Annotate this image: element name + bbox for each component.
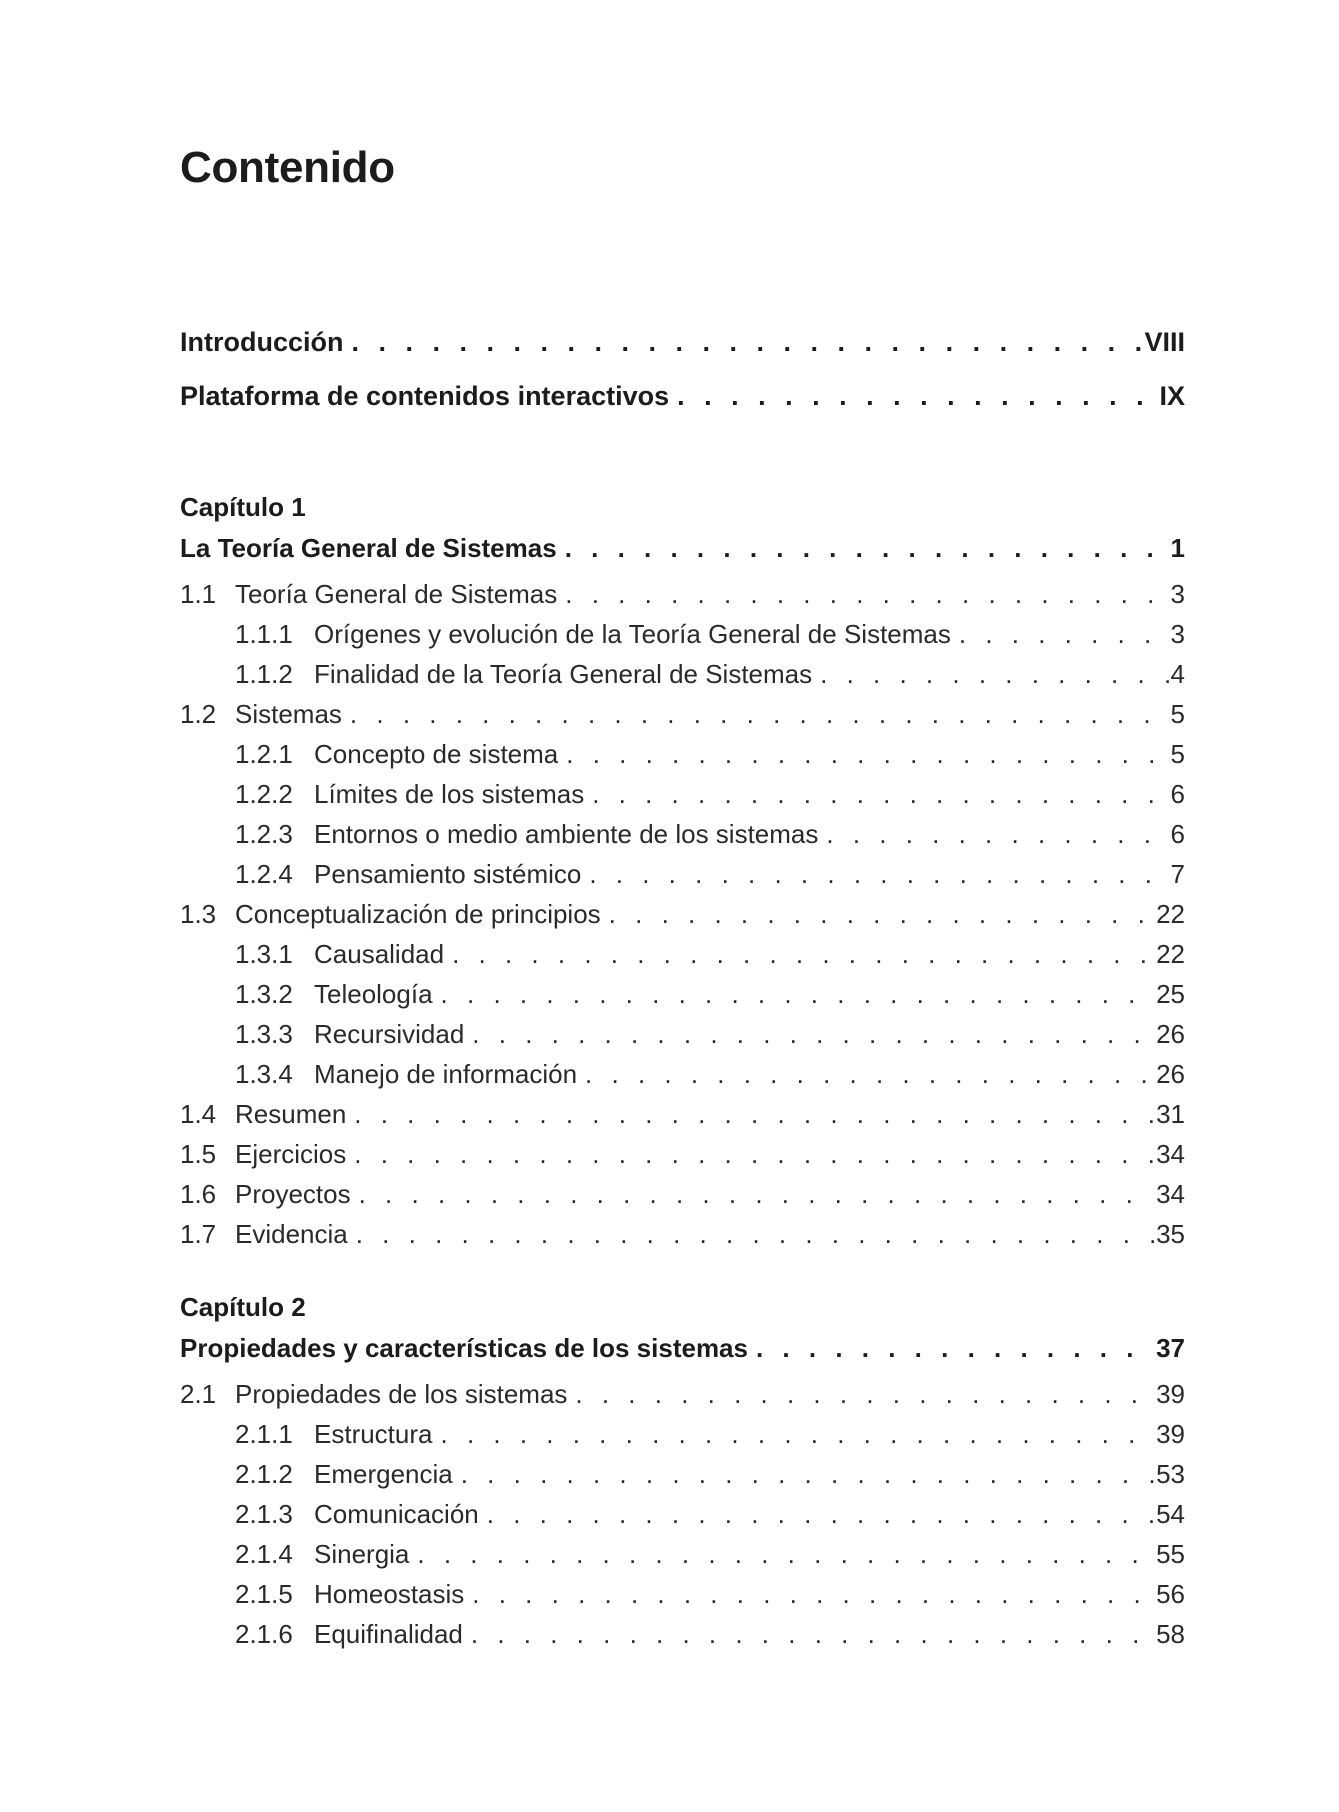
- entry-title: Introducción: [180, 327, 344, 357]
- dot-leader: [417, 1539, 1154, 1570]
- subsection-entry[interactable]: [180, 1579, 1185, 1619]
- entry-page-number: 6: [1170, 779, 1185, 809]
- entry-title: Estructura: [314, 1419, 433, 1449]
- subsection-entry[interactable]: [180, 1419, 1185, 1459]
- entry-title: Equifinalidad: [314, 1619, 463, 1649]
- chapter-title-entry[interactable]: [180, 533, 1185, 579]
- subsection-entry[interactable]: [180, 779, 1185, 819]
- subsection-entry[interactable]: [180, 859, 1185, 899]
- entry-number: 1.4: [180, 1099, 217, 1129]
- entry-number: 1.2.2: [235, 779, 293, 809]
- dot-leader: [592, 779, 1168, 810]
- entry-page-number: 26: [1156, 1019, 1185, 1049]
- subsection-entry[interactable]: [180, 659, 1185, 699]
- entry-title: Manejo de información: [314, 1059, 578, 1089]
- dot-leader: [350, 699, 1169, 730]
- entry-number: 2.1.5: [235, 1579, 293, 1609]
- entry-title: Evidencia: [235, 1219, 348, 1249]
- entry-page-number: 22: [1156, 899, 1185, 929]
- section-entry[interactable]: [180, 1179, 1185, 1219]
- entry-page-number: 58: [1156, 1619, 1185, 1649]
- table-of-contents: [180, 327, 1185, 1659]
- entry-title: Conceptualización de principios: [235, 899, 601, 929]
- entry-number: 1.5: [180, 1139, 217, 1169]
- entry-number: 1.2: [180, 699, 217, 729]
- dot-leader: [354, 1099, 1154, 1130]
- subsection-entry[interactable]: [180, 939, 1185, 979]
- entry-title: Propiedades y características de los sistemas: [180, 1333, 748, 1363]
- entry-page-number: 34: [1156, 1179, 1185, 1209]
- entry-page-number: 26: [1156, 1059, 1185, 1089]
- dot-leader: [441, 979, 1155, 1010]
- entry-title: Pensamiento sistémico: [314, 859, 582, 889]
- entry-page-number: 1: [1170, 533, 1185, 563]
- entry-number: 1.2.3: [235, 819, 293, 849]
- dot-leader: [565, 579, 1168, 610]
- entry-page-number: 5: [1170, 699, 1185, 729]
- entry-page-number: 53: [1156, 1459, 1185, 1489]
- dot-leader: [565, 533, 1169, 564]
- entry-title: Proyectos: [235, 1179, 351, 1209]
- subsection-entry[interactable]: [180, 1499, 1185, 1539]
- page-title: Contenido: [180, 143, 395, 192]
- subsection-entry[interactable]: [180, 1459, 1185, 1499]
- entry-number: 1.3.3: [235, 1019, 293, 1049]
- entry-number: 2.1.6: [235, 1619, 293, 1649]
- entry-number: 2.1.4: [235, 1539, 293, 1569]
- entry-number: 1.7: [180, 1219, 217, 1249]
- entry-page-number: 39: [1156, 1379, 1185, 1409]
- entry-page-number: 34: [1156, 1139, 1185, 1169]
- entry-title: Concepto de sistema: [314, 739, 559, 769]
- subsection-entry[interactable]: [180, 619, 1185, 659]
- dot-leader: [566, 739, 1168, 770]
- entry-page-number: 7: [1170, 859, 1185, 889]
- entry-page-number: 35: [1156, 1219, 1185, 1249]
- dot-leader: [452, 939, 1154, 970]
- entry-page-number: 31: [1156, 1099, 1185, 1129]
- dot-leader: [609, 899, 1154, 930]
- entry-title: Teleología: [314, 979, 433, 1009]
- entry-number: 2.1.2: [235, 1459, 293, 1489]
- dot-leader: [354, 1139, 1154, 1170]
- dot-leader: [441, 1419, 1155, 1450]
- entry-title: Entornos o medio ambiente de los sistemas: [314, 819, 819, 849]
- entry-page-number: 54: [1156, 1499, 1185, 1529]
- entry-title: Teoría General de Sistemas: [235, 579, 558, 609]
- entry-title: Homeostasis: [314, 1579, 465, 1609]
- chapter-label: Capítulo 2: [180, 1292, 306, 1322]
- entry-title: La Teoría General de Sistemas: [180, 533, 557, 563]
- entry-page-number: 55: [1156, 1539, 1185, 1569]
- entry-page-number: 3: [1170, 579, 1185, 609]
- section-entry[interactable]: [180, 579, 1185, 619]
- entry-page-number: 37: [1156, 1333, 1185, 1363]
- dot-leader: [959, 619, 1169, 650]
- entry-number: 1.2.1: [235, 739, 293, 769]
- section-entry[interactable]: [180, 899, 1185, 939]
- section-entry[interactable]: [180, 699, 1185, 739]
- entry-title: Límites de los sistemas: [314, 779, 585, 809]
- entry-title: Recursividad: [314, 1019, 465, 1049]
- entry-page-number: 6: [1170, 819, 1185, 849]
- entry-number: 1.3.4: [235, 1059, 293, 1089]
- entry-number: 1.6: [180, 1179, 217, 1209]
- subsection-entry[interactable]: [180, 1539, 1185, 1579]
- dot-leader: [820, 659, 1168, 690]
- section-entry[interactable]: [180, 1219, 1185, 1259]
- chapter-label: Capítulo 1: [180, 492, 306, 522]
- entry-title: Orígenes y evolución de la Teoría General de Sistemas: [314, 619, 951, 649]
- entry-number: 1.3.1: [235, 939, 293, 969]
- entry-title: Resumen: [235, 1099, 347, 1129]
- dot-leader: [472, 1579, 1154, 1610]
- subsection-entry[interactable]: [180, 1019, 1185, 1059]
- entry-number: 1.1.1: [235, 619, 293, 649]
- dot-leader: [461, 1459, 1154, 1490]
- dot-leader: [359, 1179, 1154, 1210]
- chapter-title-entry[interactable]: [180, 1333, 1185, 1379]
- entry-page-number: 3: [1170, 619, 1185, 649]
- entry-number: 2.1.3: [235, 1499, 293, 1529]
- entry-number: 1.3.2: [235, 979, 293, 1009]
- section-entry[interactable]: [180, 1139, 1185, 1179]
- dot-leader: [356, 1219, 1154, 1250]
- dot-leader: [352, 327, 1143, 358]
- dot-leader: [677, 381, 1157, 412]
- entry-title: Ejercicios: [235, 1139, 347, 1169]
- dot-leader: [472, 1019, 1154, 1050]
- entry-page-number: VIII: [1144, 327, 1185, 357]
- dot-leader: [826, 819, 1168, 850]
- entry-number: 2.1: [180, 1379, 217, 1409]
- subsection-entry[interactable]: [180, 1619, 1185, 1659]
- dot-leader: [575, 1379, 1154, 1410]
- dot-leader: [589, 859, 1168, 890]
- spacer: [180, 435, 1185, 481]
- entry-title: Plataforma de contenidos interactivos: [180, 381, 670, 411]
- entry-title: Sistemas: [235, 699, 342, 729]
- dot-leader: [487, 1499, 1154, 1530]
- entry-title: Propiedades de los sistemas: [235, 1379, 568, 1409]
- front-matter-entry[interactable]: [180, 327, 1185, 381]
- entry-title: Finalidad de la Teoría General de Sistemas: [314, 659, 813, 689]
- subsection-entry[interactable]: [180, 739, 1185, 779]
- entry-page-number: 4: [1170, 659, 1185, 689]
- subsection-entry[interactable]: [180, 819, 1185, 859]
- front-matter-entry[interactable]: [180, 381, 1185, 435]
- dot-leader: [471, 1619, 1154, 1650]
- entry-page-number: 39: [1156, 1419, 1185, 1449]
- dot-leader: [756, 1333, 1154, 1364]
- dot-leader: [585, 1059, 1154, 1090]
- subsection-entry[interactable]: [180, 979, 1185, 1019]
- entry-page-number: 56: [1156, 1579, 1185, 1609]
- entry-number: 1.1.2: [235, 659, 293, 689]
- entry-title: Comunicación: [314, 1499, 479, 1529]
- entry-page-number: 5: [1170, 739, 1185, 769]
- subsection-entry[interactable]: [180, 1059, 1185, 1099]
- entry-number: 2.1.1: [235, 1419, 293, 1449]
- section-entry[interactable]: [180, 1099, 1185, 1139]
- entry-page-number: 25: [1156, 979, 1185, 1009]
- entry-number: 1.3: [180, 899, 217, 929]
- entry-page-number: IX: [1159, 381, 1185, 411]
- entry-number: 1.1: [180, 579, 217, 609]
- section-entry[interactable]: [180, 1379, 1185, 1419]
- entry-page-number: 22: [1156, 939, 1185, 969]
- spacer: [180, 1259, 1185, 1281]
- entry-title: Causalidad: [314, 939, 445, 969]
- entry-title: Emergencia: [314, 1459, 453, 1489]
- entry-title: Sinergia: [314, 1539, 410, 1569]
- entry-number: 1.2.4: [235, 859, 293, 889]
